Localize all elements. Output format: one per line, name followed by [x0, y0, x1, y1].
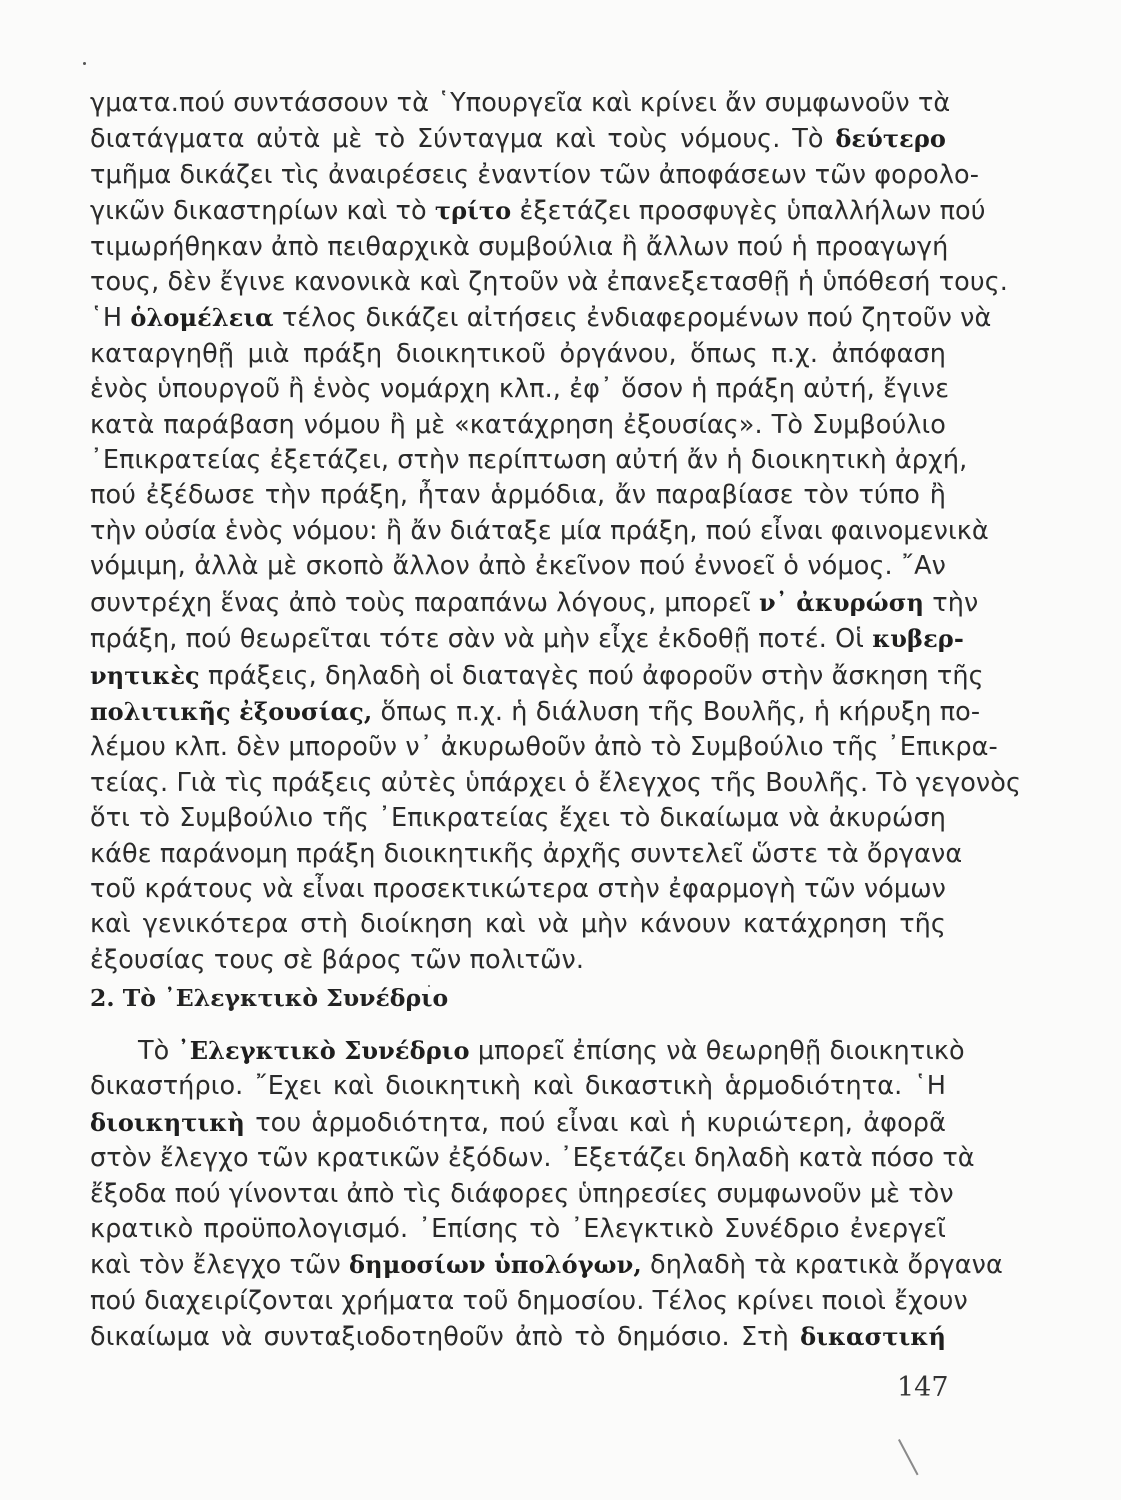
text-line — [90, 514, 989, 549]
text-run: νόμιμη, ἀλλὰ μὲ σκοπὸ ἄλλον ἀπὸ ἐκεῖνον πού ἐννοεῖ ὁ νόμος. ῎Αν — [90, 551, 946, 582]
text-run: τείας. Γιὰ τὶς πράξεις αὐτὲς ὑπάρχει ὁ ἔλεγχος τῆς Βουλῆς. Τὸ γεγονὸς — [90, 767, 1022, 798]
text-line — [90, 1284, 968, 1319]
bold-term: κυβερ- — [872, 624, 964, 654]
text-line — [90, 443, 968, 478]
text-line — [90, 837, 963, 872]
text-run: στὸν ἔλεγχο τῶν κρατικῶν ἐξόδων. ᾽Εξετάζει δηλαδὴ κατὰ πόσο τὰ — [90, 1143, 975, 1174]
text-run: ᾽Επικρατείας ἐξετάζει, στὴν περίπτωση αὐτή ἄν ἡ διοικητικὴ ἀρχή, — [90, 445, 968, 476]
bold-term: πολιτικῆς ἐξουσίας, — [90, 696, 373, 726]
text-line — [90, 372, 950, 407]
text-line — [90, 265, 1009, 300]
page-number: 147 — [897, 1372, 949, 1403]
text-run: πράξεις, δηλαδὴ οἱ διαταγὲς πού ἀφοροῦν στὴν ἄσκηση τῆς — [199, 660, 984, 691]
text-run: καὶ γενικότερα στὴ διοίκηση καὶ νὰ μὴν κάνουν κατάχρηση τῆς — [90, 909, 946, 940]
text-line — [90, 230, 949, 265]
text-run: ὅτι τὸ Συμβούλιο τῆς ᾽Επικρατείας ἔχει τὸ δικαίωμα νὰ ἀκυρώση — [90, 803, 946, 834]
text-line — [90, 766, 1022, 801]
scan-speck — [83, 62, 86, 65]
bold-term: δημοσίων ὑπολόγων, — [349, 1250, 642, 1280]
text-run: κάθε παράνομη πράξη διοικητικῆς ἀρχῆς συντελεῖ ὥστε τὰ ὄργανα — [90, 838, 963, 869]
text-run: τοῦ κράτους νὰ εἶναι προσεκτικώτερα στὴν ἐφαρμογὴ τῶν νόμων — [90, 873, 946, 904]
text-run: ἐξουσίας τους σὲ βάρος τῶν πολιτῶν. — [90, 944, 585, 975]
text-line — [90, 1319, 946, 1355]
text-run: δικαίωμα νὰ συνταξιοδοτηθοῦν ἀπὸ τὸ δημόσιο. Στὴ — [90, 1322, 801, 1353]
text-line — [90, 121, 946, 157]
text-run: γματα.πού συντάσσουν τὰ ῾Υπουργεῖα καὶ κρίνει ἄν συμφωνοῦν τὰ — [90, 88, 951, 118]
text-run: πράξη, πού θεωρεῖται τότε σὰν νὰ μὴν εἶχε ἐκδοθῇ ποτέ. Οἱ — [90, 624, 873, 655]
text-line — [90, 730, 998, 765]
text-line — [90, 1247, 1003, 1283]
text-line — [90, 694, 981, 730]
text-run: δικαστήριο. ῎Εχει καὶ διοικητικὴ καὶ δικαστικὴ ἁρμοδιότητα. ῾Η — [90, 1071, 946, 1102]
text-line — [90, 300, 992, 336]
text-line — [90, 86, 951, 121]
bold-term: δεύτερο — [835, 124, 946, 154]
text-line — [90, 907, 946, 942]
bold-term: νητικὲς — [90, 660, 200, 690]
text-line — [90, 478, 946, 513]
text-run: τους, δὲν ἔγινε κανονικὰ καὶ ζητοῦν νὰ ἐπανεξετασθῇ ἡ ὑπόθεσή τους. — [90, 267, 1009, 298]
text-run: του ἁρμοδιότητα, πού εἶναι καὶ ἡ κυριώτερη, ἀφορᾶ — [244, 1107, 946, 1138]
text-line — [90, 1212, 946, 1247]
text-line — [90, 1033, 965, 1069]
bold-term: ᾽Ελεγκτικὸ Συνέδριο — [177, 1036, 470, 1065]
text-run: διατάγματα αὐτὰ μὲ τὸ Σύνταγμα καὶ τοὺς νόμους. Τὸ — [90, 124, 836, 155]
text-run: πού ἐξέδωσε τὴν πράξη, ἦταν ἁρμόδια, ἄν παραβίασε τὸν τύπο ἢ — [90, 480, 946, 511]
text-run: συντρέχη ἕνας ἀπὸ τοὺς παραπάνω λόγους, μπορεῖ — [90, 587, 759, 618]
bold-term: δικαστική — [800, 1322, 946, 1352]
text-line — [90, 658, 984, 694]
text-run: τιμωρήθηκαν ἀπὸ πειθαρχικὰ συμβούλια ἢ ἄλλων πού ἡ προαγωγή — [90, 231, 949, 262]
text-line — [90, 549, 946, 584]
text-run: Τὸ — [138, 1036, 178, 1066]
bold-term: ν᾽ ἀκυρώση — [758, 587, 925, 617]
text-run: γικῶν δικαστηρίων καὶ τὸ — [90, 196, 435, 227]
text-line — [90, 408, 946, 443]
text-run: τὴν οὐσία ἑνὸς νόμου: ἢ ἄν διάταξε μία πράξη, πού εἶναι φαινομενικὰ — [90, 515, 989, 546]
scan-edge-mark — [898, 1439, 918, 1475]
text-line — [90, 801, 946, 836]
text-run: δηλαδὴ τὰ κρατικὰ ὄργανα — [641, 1250, 1003, 1281]
text-line — [90, 1069, 946, 1104]
text-line — [90, 337, 946, 372]
bold-term: ὁλομέλεια — [130, 303, 274, 333]
text-run: κρατικὸ προϋπολογισμό. ᾽Επίσης τὸ ᾽Ελεγκτικὸ Συνέδριο ἐνεργεῖ — [90, 1214, 946, 1245]
text-run: μπορεῖ ἐπίσης νὰ θεωρηθῇ διοικητικὸ — [469, 1036, 965, 1066]
text-run: ῾Η — [90, 303, 131, 334]
text-run: καὶ τὸν ἔλεγχο τῶν — [90, 1250, 350, 1281]
text-run: ἑνὸς ὑπουργοῦ ἢ ἑνὸς νομάρχη κλπ., ἐφ᾽ ὅσον ἡ πράξη αὐτή, ἔγινε — [90, 374, 950, 405]
text-run: ἐξετάζει προσφυγὲς ὑπαλλήλων πού — [511, 196, 986, 227]
text-run: τμῆμα δικάζει τὶς ἀναιρέσεις ἐναντίον τῶν ἀποφάσεων τῶν φορολο- — [90, 159, 980, 190]
text-line — [90, 621, 964, 657]
text-run: καταργηθῇ μιὰ πράξη διοικητικοῦ ὀργάνου, ὅπως π.χ. ἀπόφαση — [90, 338, 946, 369]
text-run: πού διαχειρίζονται χρήματα τοῦ δημοσίου. Τέλος κρίνει ποιοὶ ἔχουν — [90, 1285, 968, 1316]
text-line — [90, 1141, 975, 1176]
text-run: τέλος δικάζει αἰτήσεις ἐνδιαφερομένων πού ζητοῦν νὰ — [273, 303, 992, 334]
bold-term: διοικητικὴ — [90, 1107, 245, 1137]
text-run: ἔξοδα πού γίνονται ἀπὸ τὶς διάφορες ὑπηρεσίες συμφωνοῦν μὲ τὸν — [90, 1178, 954, 1209]
body-paragraph-2 — [90, 1033, 1003, 1356]
text-run: ὅπως π.χ. ἡ διάλυση τῆς Βουλῆς, ἡ κήρυξη πο- — [372, 696, 981, 727]
text-run: λέμου κλπ. δὲν μποροῦν ν᾽ ἀκυρωθοῦν ἀπὸ τὸ Συμβούλιο τῆς ᾽Επικρα- — [90, 732, 998, 763]
text-run: τὴν — [924, 587, 979, 618]
body-paragraph-1 — [90, 86, 1022, 978]
bold-term: τρίτο — [434, 196, 512, 226]
text-line — [90, 872, 946, 907]
text-line — [90, 1177, 954, 1212]
text-line — [90, 585, 979, 621]
text-line — [90, 193, 986, 229]
text-line — [90, 158, 980, 193]
section-heading: 2. Τὸ ᾽Ελεγκτικὸ Συνέδριο — [90, 984, 449, 1012]
text-line — [90, 943, 946, 978]
text-line — [90, 1105, 946, 1141]
text-run: κατὰ παράβαση νόμου ἢ μὲ «κατάχρηση ἐξουσίας». Τὸ Συμβούλιο — [90, 409, 946, 440]
